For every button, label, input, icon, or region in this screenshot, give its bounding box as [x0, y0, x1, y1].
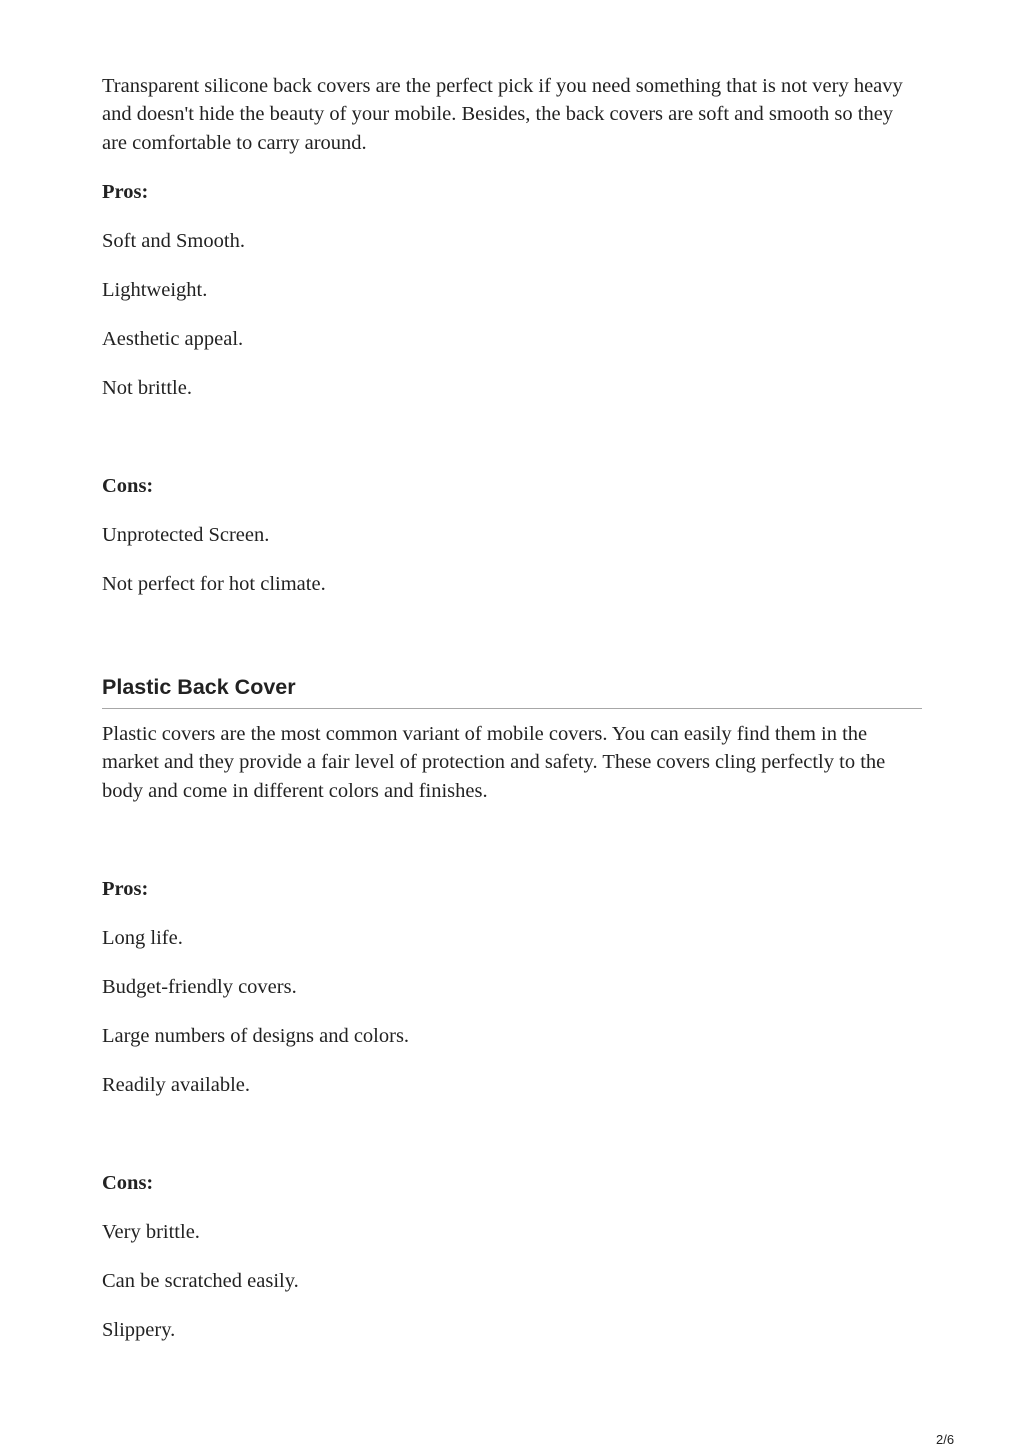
silicone-con-item: Unprotected Screen. — [102, 524, 270, 546]
plastic-con-item: Slippery. — [102, 1319, 176, 1341]
plastic-con-item: Very brittle. — [102, 1221, 200, 1243]
silicone-pro-item: Lightweight. — [102, 279, 208, 301]
silicone-pros-label: Pros: — [102, 181, 149, 203]
silicone-intro-paragraph: Transparent silicone back covers are the perfect pick if you need something that is not very heavy and doesn't hide the beauty of your mobile. Besides, the back covers are soft and smooth so they are comfortable to carry around. — [102, 75, 903, 154]
plastic-cons-label: Cons: — [102, 1172, 154, 1194]
plastic-con-item: Can be scratched easily. — [102, 1270, 299, 1292]
plastic-section-heading: Plastic Back Cover — [102, 675, 296, 699]
plastic-pro-item: Budget-friendly covers. — [102, 976, 297, 998]
plastic-pros-label: Pros: — [102, 878, 149, 900]
silicone-con-item: Not perfect for hot climate. — [102, 573, 326, 595]
silicone-pro-item: Not brittle. — [102, 377, 192, 399]
plastic-pro-item: Readily available. — [102, 1074, 250, 1096]
silicone-pro-item: Aesthetic appeal. — [102, 328, 244, 350]
heading-divider — [102, 708, 922, 709]
silicone-cons-label: Cons: — [102, 475, 154, 497]
plastic-pro-item: Long life. — [102, 927, 183, 949]
page-number: 2/6 — [936, 1432, 955, 1447]
silicone-pro-item: Soft and Smooth. — [102, 230, 245, 252]
plastic-pro-item: Large numbers of designs and colors. — [102, 1025, 410, 1047]
plastic-intro-paragraph: Plastic covers are the most common variant of mobile covers. You can easily find them in the market and they provide a fair level of protection and safety. These covers cling perfectly to the body and come in different colors and finishes. — [102, 723, 886, 802]
